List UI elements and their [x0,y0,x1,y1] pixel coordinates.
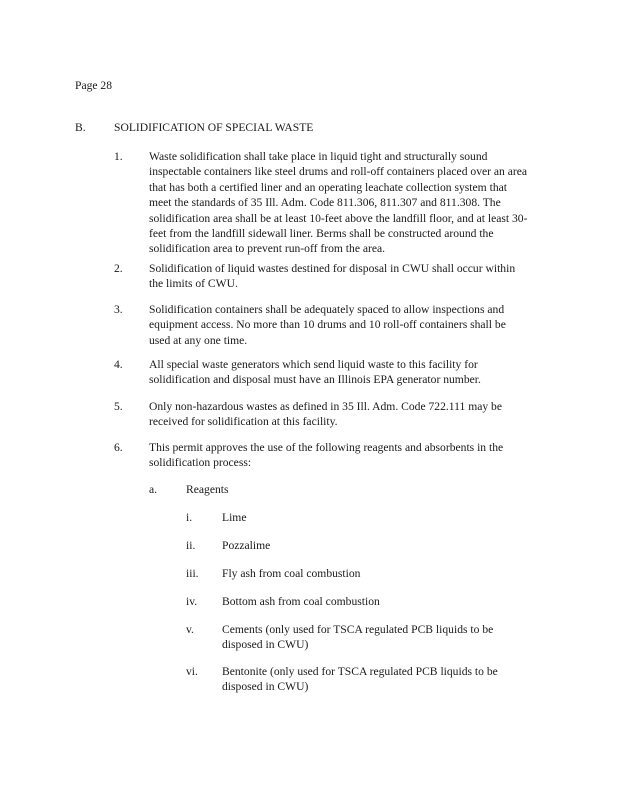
reagent-item [222,594,532,609]
text-line: solidification process: [149,456,252,470]
text-line: the limits of CWU. [149,277,238,291]
section-title: SOLIDIFICATION OF SPECIAL WASTE [114,121,314,134]
text-line: Pozzalime [222,539,271,552]
text-line: Bentonite (only used for TSCA regulated PCB liquids to be [222,665,498,678]
reagent-numeral: i. [186,511,193,524]
text-line: meet the standards of 35 Ill. Adm. Code 811.306, 811.307 and 811.308. The [149,196,501,210]
text-line: Bottom ash from coal combustion [222,595,380,608]
text-line: that has both a certified liner and an operating leachate collection system that [149,180,507,194]
text-line: disposed in CWU) [222,638,309,652]
item-text [149,357,549,388]
subitem-label: Reagents [186,483,229,496]
reagent-numeral: iv. [186,595,198,608]
item-number: 6. [114,441,123,454]
reagent-item [222,510,532,525]
reagent-item [222,622,532,653]
item-text [149,302,549,348]
text-line: solidification and disposal must have an Illinois EPA generator number. [149,373,481,387]
item-text [149,440,549,471]
item-number: 2. [114,262,123,275]
item-text [149,149,549,257]
page-number: Page 28 [75,79,113,92]
text-line: inspectable containers like steel drums and roll-off containers placed over an area [149,165,528,179]
reagent-numeral: iii. [186,567,199,580]
item-number: 3. [114,303,123,316]
text-line: Fly ash from coal combustion [222,567,361,580]
text-line: solidification area to prevent run-off from the area. [149,242,386,256]
text-line: This permit approves the use of the following reagents and absorbents in the [149,441,504,454]
text-line: equipment access. No more than 10 drums and 10 roll-off containers shall be [149,318,506,332]
reagent-item [222,538,532,553]
text-line: Cements (only used for TSCA regulated PCB liquids to be [222,623,494,636]
reagent-numeral: vi. [186,665,198,678]
item-text [149,399,549,430]
item-number: 4. [114,358,123,371]
item-number: 5. [114,400,123,413]
reagent-numeral: v. [186,623,194,636]
text-line: All special waste generators which send liquid waste to this facility for [149,358,478,371]
reagent-numeral: ii. [186,539,196,552]
text-line: feet from the landfill sidewall liner. Berms shall be constructed around the [149,227,494,241]
text-line: received for solidification at this facility. [149,415,338,429]
reagent-item [222,664,532,695]
text-line: Waste solidification shall take place in liquid tight and structurally sound [149,150,488,163]
item-number: 1. [114,150,123,163]
reagent-item [222,566,532,581]
text-line: solidification area shall be at least 10-feet above the landfill floor, and at least 30- [149,211,528,225]
section-letter: B. [75,121,86,134]
text-line: Solidification of liquid wastes destined for disposal in CWU shall occur within [149,262,516,275]
text-line: Lime [222,511,247,524]
item-text [149,261,549,292]
text-line: disposed in CWU) [222,680,309,694]
text-line: used at any one time. [149,333,248,347]
text-line: Only non-hazardous wastes as defined in 35 Ill. Adm. Code 722.111 may be [149,400,503,413]
subitem-letter: a. [149,483,158,496]
text-line: Solidification containers shall be adequately spaced to allow inspections and [149,303,505,316]
